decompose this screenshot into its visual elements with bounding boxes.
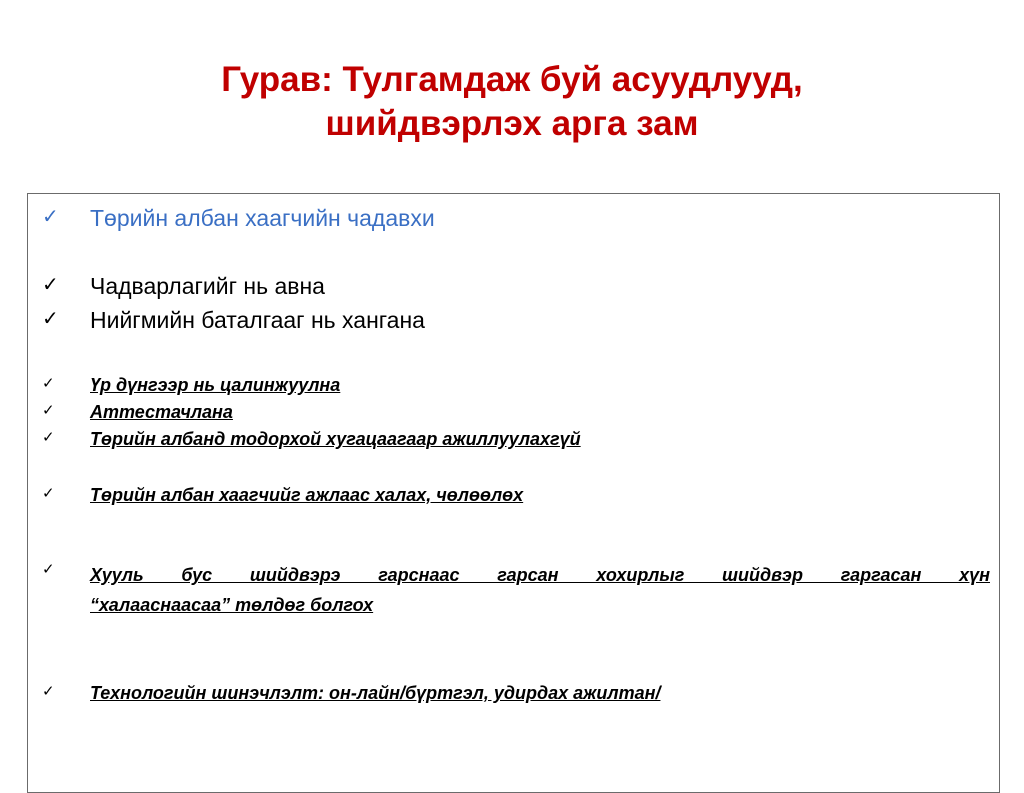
content-box [27,193,1000,793]
list-item-text: Төрийн албанд тодорхой хугацаагаар ажиллуулахгүй [90,429,581,449]
slide-title-line-1: Гурав: Тулгамдаж буй асуудлууд, [221,60,803,99]
checkmark-icon: ✓ [42,428,55,446]
checkmark-icon: ✓ [42,682,55,700]
checkmark-icon: ✓ [42,374,55,392]
list-item-text-line-2: “халааснаасаа” төлдөг болгох [90,595,374,615]
list-item-text: Үр дүнгээр нь цалинжуулна [90,375,341,395]
list-item-text: Чадварлагийг нь авна [90,273,325,299]
checkmark-icon: ✓ [42,204,59,228]
list-item-text: Төрийн албан хаагчийг ажлаас халах, чөлөөлөх [90,485,524,505]
list-item-text: Аттестачлана [90,402,233,422]
checkmark-icon: ✓ [42,401,55,419]
list-item-text: Технологийн шинэчлэлт: он-лайн/бүртгэл, удирдах ажилтан/ [90,683,661,703]
checkmark-icon: ✓ [42,306,59,330]
slide-title-line-2: шийдвэрлэх арга зам [325,104,699,143]
checkmark-icon: ✓ [42,560,55,578]
checkmark-icon: ✓ [42,484,55,502]
checkmark-icon: ✓ [42,272,59,296]
list-item-text: Нийгмийн баталгааг нь хангана [90,307,425,333]
list-item-text-line-1: Хууль бус шийдвэрэ гарснаас гарсан хохирлыг шийдвэр гаргасан хүн [90,565,990,585]
list-item-text [90,560,990,620]
list-item-text: Төрийн албан хаагчийн чадавхи [90,205,435,231]
slide-title [0,58,1024,146]
